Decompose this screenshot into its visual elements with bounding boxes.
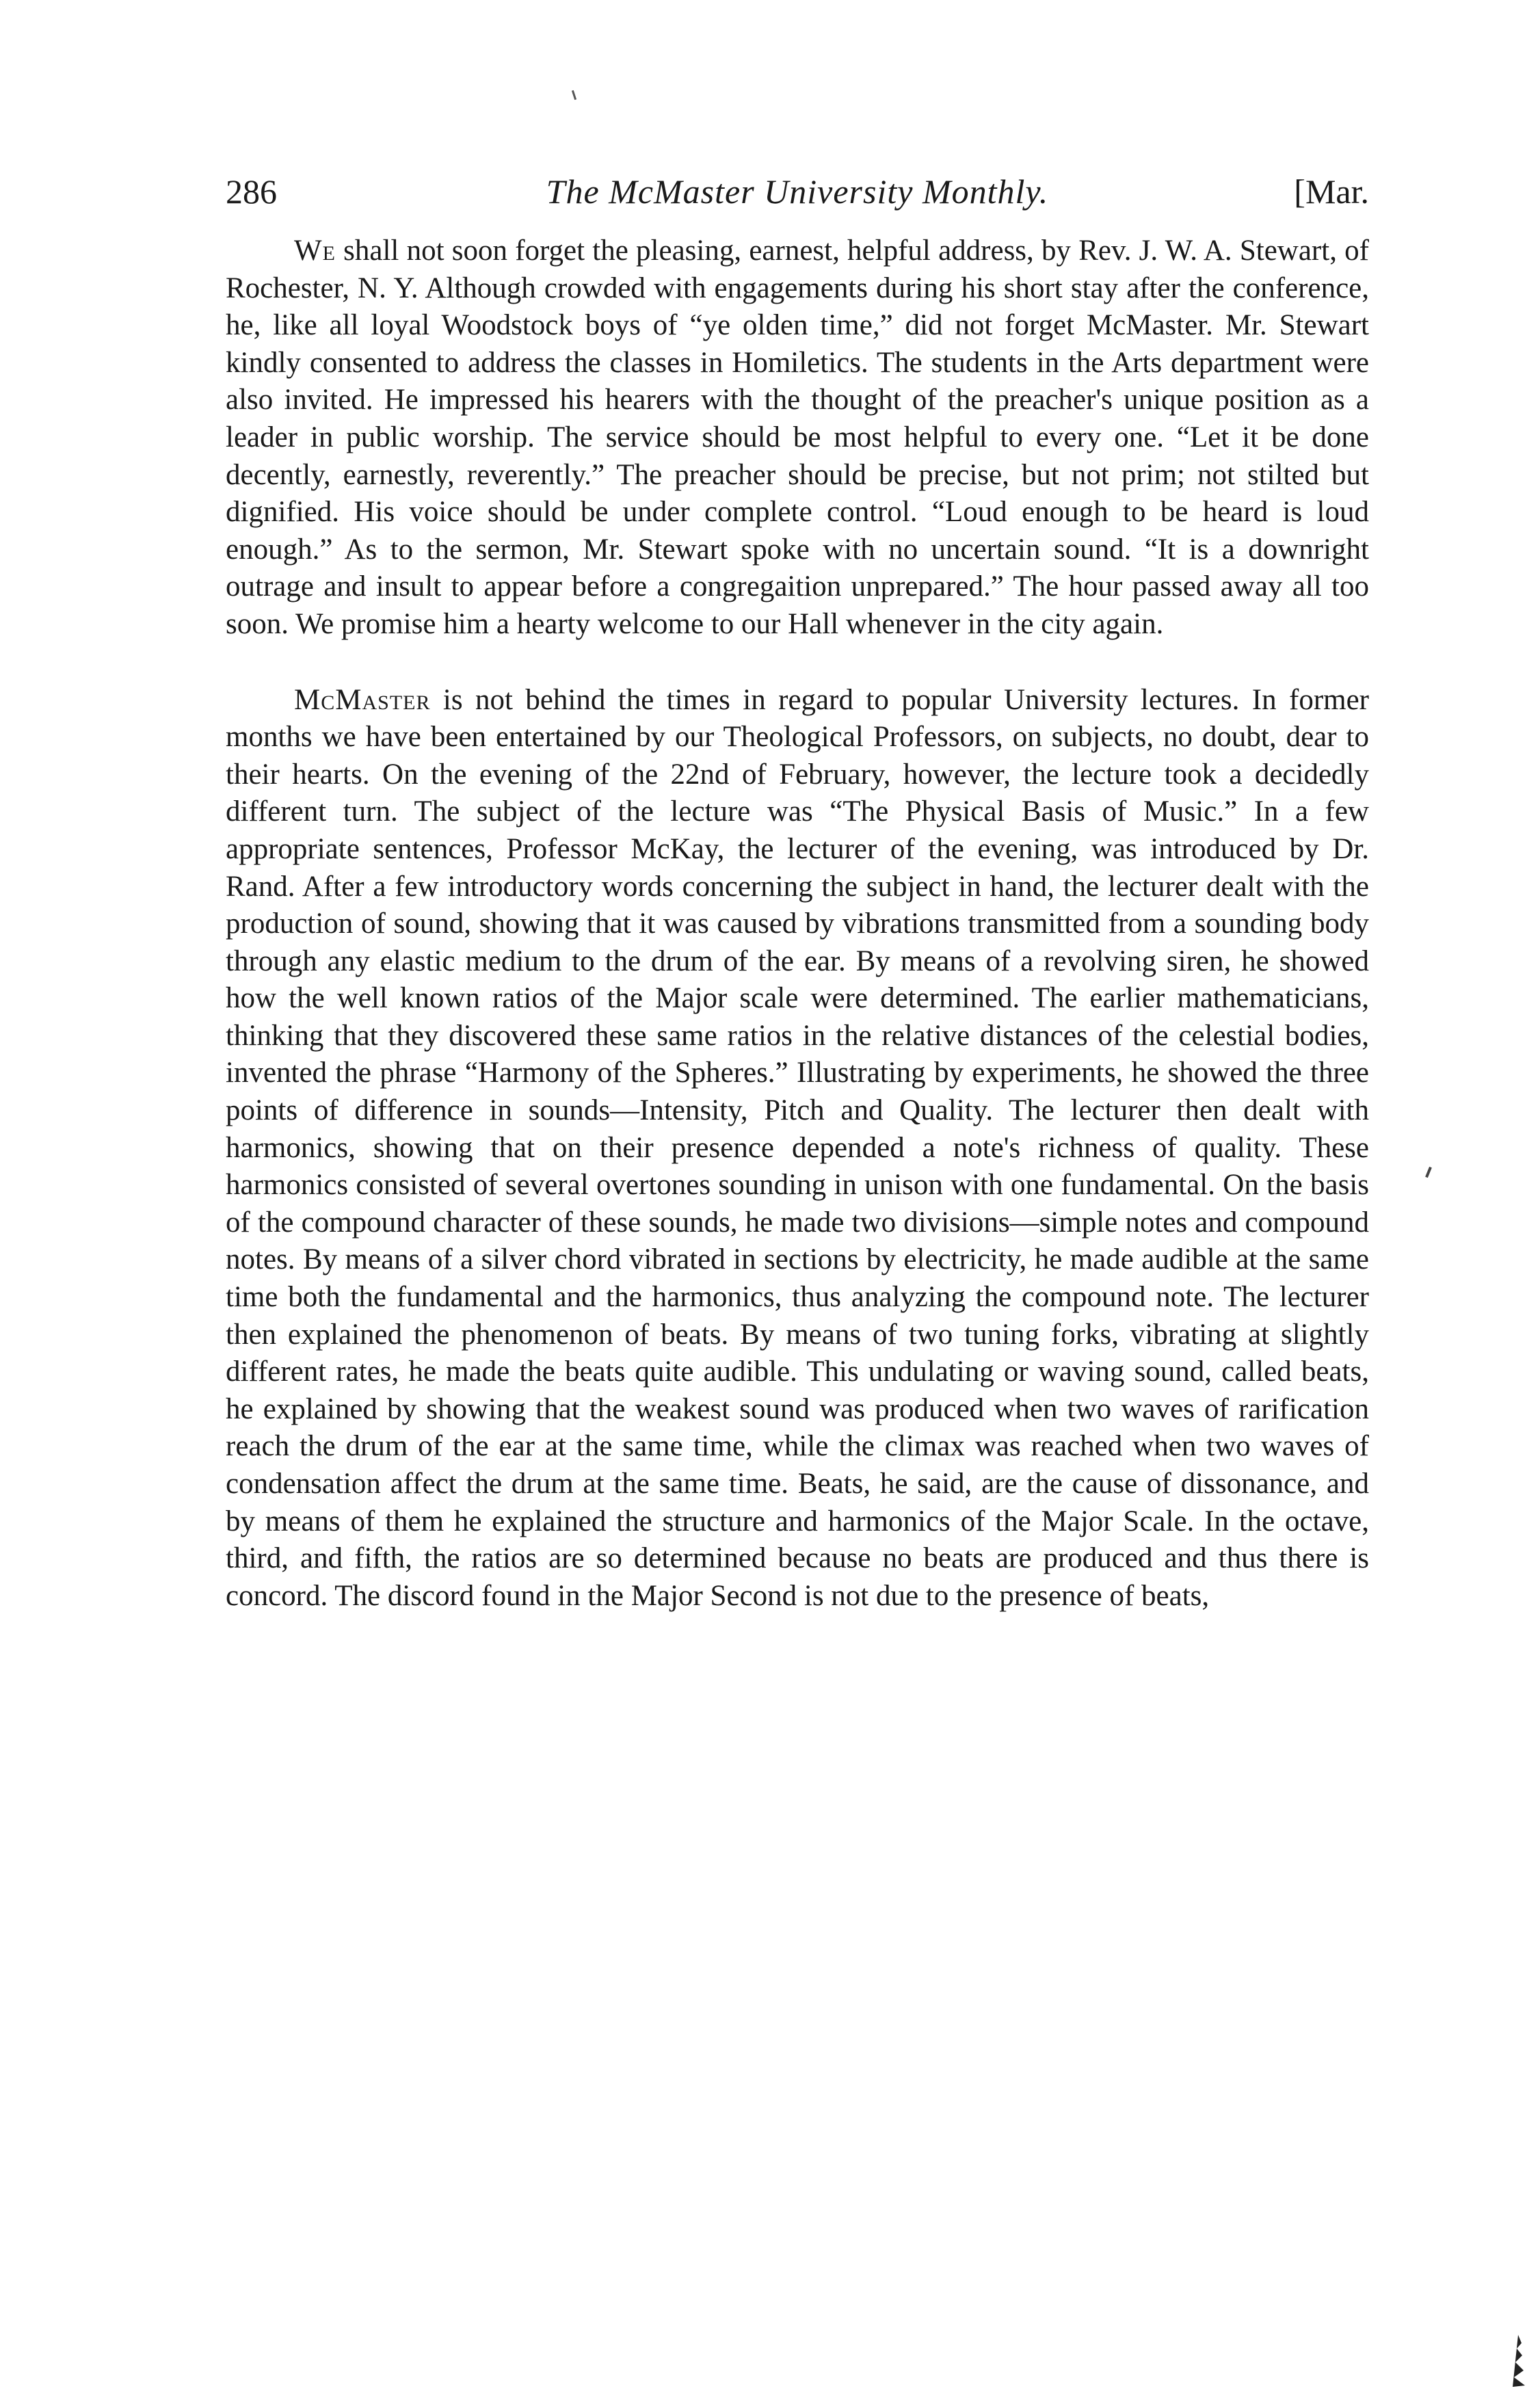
journal-title: The McMaster University Monthly. (546, 172, 1049, 211)
running-head (226, 164, 1369, 219)
margin-mark (1425, 1167, 1432, 1178)
page-number: 286 (226, 172, 277, 211)
paragraph-physical-basis-of-music (226, 682, 1369, 1615)
print-speck (572, 90, 576, 100)
paragraph-body: is not behind the times in regard to popular University lectures. In former months we have been entertained by our Theological Professors, on subjects, no doubt, dear to their hearts. On the evening of the 22nd of February, however, the lecture took a decidedly different turn. The subject of the lecture was “The Physical Basis of Music.” In a few appropriate sentences, Professor McKay, the lecturer of the evening, was introduced by Dr. Rand. After a few introductory words concerning the subject in hand, the lecturer dealt with the production of sound, showing that it was caused by vibrations transmitted from a sounding body through any elastic medium to the drum of the ear. By means of a revolving siren, he showed how the well known ratios of the Major scale were determined. The earlier mathematicians, thinking that they discovered these same ratios in the relative distances of the celestial bodies, invented the phrase “Harmony of the Spheres.” Illustrating by experiments, he showed the three points of difference in sounds—Intensity, Pitch and Quality. The lecturer then dealt with harmonics, showing that on their presence depended a note's richness of quality. These harmonics consisted of several overtones sounding in unison with one fundamental. On the basis of the compound character of these sounds, he made two divisions—simple notes and compound notes. By means of a silver chord vibrated in sections by electricity, he made audible at the same time both the fundamental and the harmonics, thus analyzing the compound note. The lecturer then explained the phenomenon of beats. By means of two tuning forks, vibrating at slightly different rates, he made the beats quite audible. This undulating or waving sound, called beats, he explained by showing that the weakest sound was produced when two waves of rarification reach the drum of the ear at the same time, while the climax was reached when two waves of condensation affect the drum at the same time. Beats, he said, are the cause of dissonance, and by means of them he explained the structure and harmonics of the Major Scale. In the octave, third, and fifth, the ratios are so determined because no beats are produced and thus there is concord. The discord found in the Major Second is not due to the presence of beats, (226, 683, 1369, 1612)
edge-ornament (1509, 2332, 1529, 2390)
paragraph-lead: McMaster (294, 683, 431, 716)
document-page (226, 164, 1369, 1615)
paragraph-lead: We (294, 235, 336, 267)
issue-month: [Mar. (1294, 172, 1369, 211)
paragraph-stewart-address (226, 233, 1369, 644)
paragraph-body: shall not soon forget the pleasing, earnest, helpful address, by Rev. J. W. A. Stewart, of Rochester, N. Y. Although crowded with engagements during his short stay after the conference, he, like all loyal Woodstock boys of “ye olden time,” did not forget McMaster. Mr. Stewart kindly consented to address the classes in Homiletics. The students in the Arts department were also invited. He impressed his hearers with the thought of the preacher's unique position as a leader in public worship. The service should be most helpful to every one. “Let it be done decently, earnestly, reverently.” The preacher should be precise, but not prim; not stilted but dignified. His voice should be under complete control. “Loud enough to be heard is loud enough.” As to the sermon, Mr. Stewart spoke with no uncertain sound. “It is a downright outrage and insult to appear before a congregaition unprepared.” The hour passed away all too soon. We promise him a hearty welcome to our Hall whenever in the city again. (226, 235, 1369, 640)
